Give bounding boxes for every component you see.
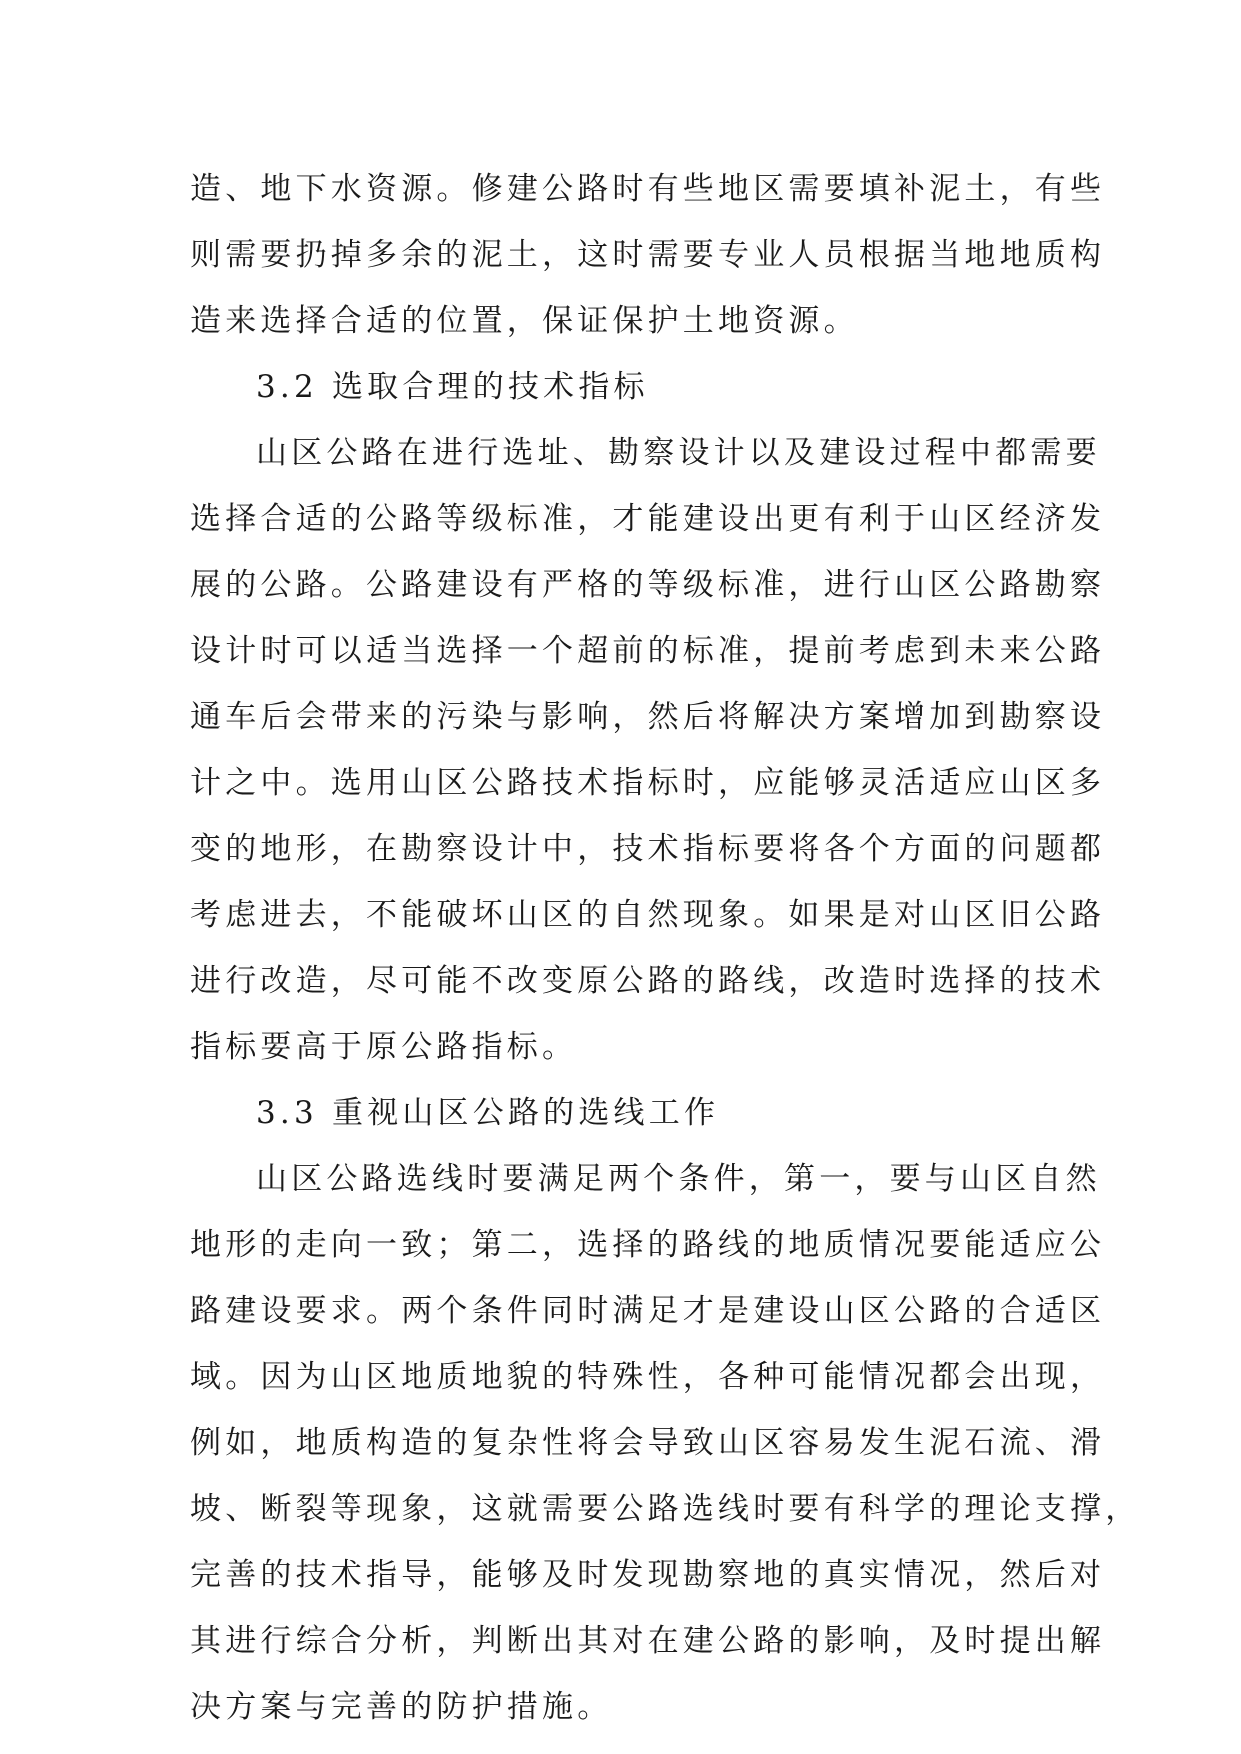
text-line-07: 展的公路。公路建设有严格的等级标准，进行山区公路勘察	[190, 567, 1106, 603]
text-line-14: 指标要高于原公路指标。	[190, 1029, 578, 1065]
text-line-13: 进行改造，尽可能不改变原公路的路线，改造时选择的技术	[190, 963, 1106, 999]
text-line-09: 通车后会带来的污染与影响，然后将解决方案增加到勘察设	[190, 699, 1106, 735]
text-line-19: 域。因为山区地质地貌的特殊性，各种可能情况都会出现，	[190, 1359, 1106, 1395]
text-line-01: 造、地下水资源。修建公路时有些地区需要填补泥土，有些	[190, 171, 1106, 207]
text-line-12: 考虑进去，不能破坏山区的自然现象。如果是对山区旧公路	[190, 897, 1106, 933]
text-line-11: 变的地形，在勘察设计中，技术指标要将各个方面的问题都	[190, 831, 1106, 867]
text-line-22: 完善的技术指导，能够及时发现勘察地的真实情况，然后对	[190, 1557, 1106, 1593]
text-line-08: 设计时可以适当选择一个超前的标准，提前考虑到未来公路	[190, 633, 1106, 669]
text-line-10: 计之中。选用山区公路技术指标时，应能够灵活适应山区多	[190, 765, 1106, 801]
text-line-16: 山区公路选线时要满足两个条件，第一，要与山区自然	[256, 1161, 1101, 1197]
text-line-24: 决方案与完善的防护措施。	[190, 1689, 613, 1725]
text-line-06: 选择合适的公路等级标准，才能建设出更有利于山区经济发	[190, 501, 1106, 537]
text-line-17: 地形的走向一致；第二，选择的路线的地质情况要能适应公	[190, 1227, 1106, 1263]
text-line-18: 路建设要求。两个条件同时满足才是建设山区公路的合适区	[190, 1293, 1106, 1329]
text-line-02: 则需要扔掉多余的泥土，这时需要专业人员根据当地地质构	[190, 237, 1106, 273]
text-line-03: 造来选择合适的位置，保证保护土地资源。	[190, 303, 859, 339]
section-heading-3-2: 3.2 选取合理的技术指标	[256, 369, 649, 405]
section-heading-3-3: 3.3 重视山区公路的选线工作	[256, 1095, 720, 1131]
text-line-05: 山区公路在进行选址、勘察设计以及建设过程中都需要	[256, 435, 1101, 471]
text-line-20: 例如，地质构造的复杂性将会导致山区容易发生泥石流、滑	[190, 1425, 1106, 1461]
text-line-23: 其进行综合分析，判断出其对在建公路的影响，及时提出解	[190, 1623, 1106, 1659]
text-line-21: 坡、断裂等现象，这就需要公路选线时要有科学的理论支撑，	[190, 1491, 1141, 1527]
document-page	[190, 156, 1141, 1740]
